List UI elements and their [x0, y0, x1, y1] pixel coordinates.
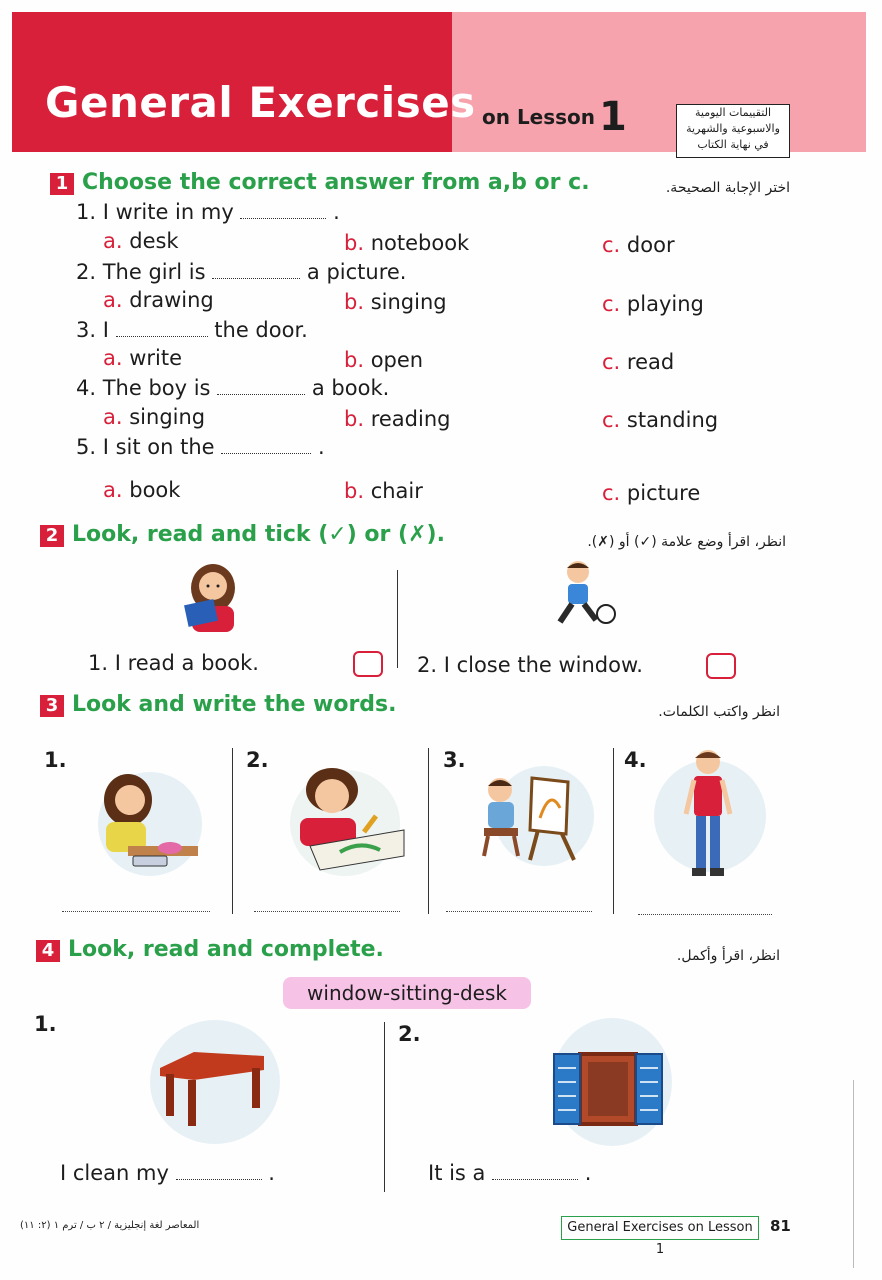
q1-option-b[interactable]: b. notebook: [344, 231, 470, 255]
answer-line-3[interactable]: [446, 911, 592, 912]
section3-heading: [40, 692, 397, 717]
answer-blank[interactable]: [212, 278, 300, 279]
section4-heading: [36, 937, 384, 962]
section1-number: 1: [50, 173, 74, 195]
answer-blank[interactable]: [116, 336, 208, 337]
picture-label-2: 2.: [246, 748, 269, 772]
section4-arabic: انظر، اقرأ وأكمل.: [676, 948, 780, 964]
page-title: General Exercises: [45, 78, 476, 127]
complete-label-2: 2.: [398, 1022, 421, 1046]
q4-option-a[interactable]: a. singing: [103, 405, 206, 429]
picture-label-1: 1.: [44, 748, 67, 772]
section2-number: 2: [40, 525, 64, 547]
divider: [428, 748, 429, 914]
tick-item-1: 1. I read a book.: [88, 651, 259, 675]
question-1: 1. I write in my .: [76, 200, 340, 224]
q5-option-c[interactable]: c. picture: [602, 481, 701, 505]
boy-football-image: [540, 558, 620, 634]
section4-title: Look, read and complete.: [68, 937, 384, 962]
lesson-number: 1: [599, 94, 627, 140]
word-bank: window-sitting-desk: [283, 977, 531, 1009]
q5-option-b[interactable]: b. chair: [344, 479, 423, 503]
q2-option-c[interactable]: c. playing: [602, 292, 704, 316]
girl-tablet-image: [88, 770, 206, 874]
divider: [613, 748, 614, 914]
tick-box-1[interactable]: [353, 651, 383, 677]
section1-heading: [50, 170, 590, 195]
section1-arabic: اختر الإجابة الصحيحة.: [665, 180, 790, 196]
q3-option-b[interactable]: b. open: [344, 348, 424, 372]
complete-sentence-2: It is a .: [428, 1161, 592, 1185]
complete-sentence-1: I clean my .: [60, 1161, 275, 1185]
picture-label-4: 4.: [624, 748, 647, 772]
tick-box-2[interactable]: [706, 653, 736, 679]
section2-arabic: انظر، اقرأ وضع علامة (✓) أو (✗).: [587, 534, 786, 550]
answer-line-1[interactable]: [62, 911, 210, 912]
question-5: 5. I sit on the .: [76, 435, 325, 459]
boy-painting-image: [470, 768, 586, 864]
answer-line-2[interactable]: [254, 911, 400, 912]
q1-option-c[interactable]: c. door: [602, 233, 675, 257]
q2-option-b[interactable]: b. singing: [344, 290, 447, 314]
question-2: 2. The girl is a picture.: [76, 260, 407, 284]
answer-blank[interactable]: [217, 394, 305, 395]
page-number: 81: [770, 1217, 791, 1235]
divider: [232, 748, 233, 914]
section4-divider: [384, 1022, 385, 1192]
section2-heading: [40, 522, 445, 547]
answer-blank[interactable]: [492, 1179, 578, 1180]
girl-reading-image: [178, 560, 248, 636]
question-4: 4. The boy is a book.: [76, 376, 390, 400]
boy-standing-image: [680, 746, 736, 880]
section2-title: Look, read and tick (✓) or (✗).: [72, 522, 445, 547]
boy-drawing-image: [280, 760, 408, 880]
complete-label-1: 1.: [34, 1012, 57, 1036]
section1-title: Choose the correct answer from a,b or c.: [82, 170, 590, 195]
footer-arabic: المعاصر لغة إنجليزية / ٢ ب / ترم ١ (٢: ١١): [20, 1220, 200, 1231]
q1-option-a[interactable]: a. desk: [103, 229, 179, 253]
q5-option-a[interactable]: a. book: [103, 478, 181, 502]
section3-number: 3: [40, 695, 64, 717]
window-image: [552, 1050, 664, 1128]
desk-image: [154, 1046, 270, 1126]
section3-arabic: انظر واكتب الكلمات.: [658, 704, 780, 720]
section2-divider: [397, 570, 398, 668]
section3-title: Look and write the words.: [72, 692, 397, 717]
answer-blank[interactable]: [240, 218, 326, 219]
q3-option-c[interactable]: c. read: [602, 350, 675, 374]
page-edge: [853, 1080, 854, 1268]
answer-line-4[interactable]: [638, 914, 772, 915]
answer-blank[interactable]: [176, 1179, 262, 1180]
arabic-note-box: التقييمات اليومية والاسبوعية والشهرية في نهاية الكتاب: [676, 104, 790, 158]
answer-blank[interactable]: [221, 453, 311, 454]
tick-item-2: 2. I close the window.: [417, 653, 643, 677]
q2-option-a[interactable]: a. drawing: [103, 288, 214, 312]
q3-option-a[interactable]: a. write: [103, 346, 183, 370]
q4-option-b[interactable]: b. reading: [344, 407, 451, 431]
q4-option-c[interactable]: c. standing: [602, 408, 719, 432]
picture-label-3: 3.: [443, 748, 466, 772]
page-subtitle: on Lesson 1: [482, 94, 627, 140]
question-3: 3. I the door.: [76, 318, 308, 342]
footer-label: General Exercises on Lesson 1: [561, 1216, 759, 1240]
section4-number: 4: [36, 940, 60, 962]
